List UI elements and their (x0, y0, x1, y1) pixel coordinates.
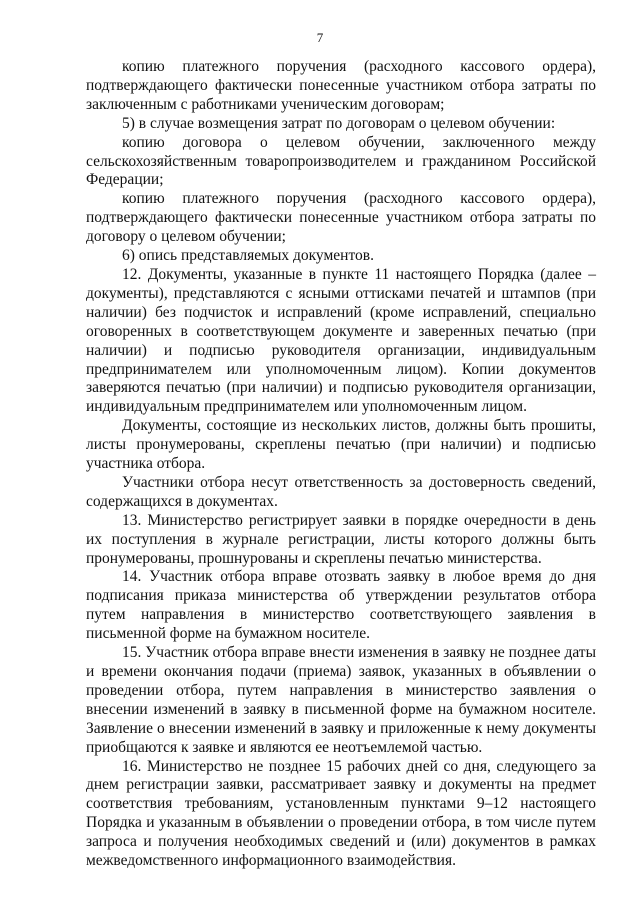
paragraph: 6) опись представляемых документов. (122, 247, 374, 265)
paragraph: Документы, состоящие из нескольких листов, должны быть прошиты, листы пронумерованы, скреплены печатью (при наличии) и подписью участника отбора. (86, 417, 596, 473)
paragraph: 12. Документы, указанные в пункте 11 настоящего Порядка (далее – документы), представляются с ясными оттисками печатей и штампов (при наличии) без подчисток и исправлений (кроме исправлений, специально оговоренных в соответствующем документе и заверенных печатью (при наличии) и подписью руководителя организации, индивидуальным предпринимателем или уполномоченным лицом). Копии документов заверяются печатью (при наличии) и подписью руководителя организации, индивидуальным предпринимателем или уполномоченным лицом. (86, 265, 596, 416)
page-number: 7 (316, 30, 324, 45)
paragraph: 13. Министерство регистрирует заявки в порядке очередности в день их поступления в журнале регистрации, листы которого должны быть пронумерованы, прошнурованы и скреплены печатью министерства. (86, 511, 596, 567)
paragraph: 16. Министерство не позднее 15 рабочих дней со дня, следующего за днем регистрации заявки, рассматривает заявку и документы на предмет соответствия требованиям, установленным пунктами 9–12 настоящего Порядка и указанным в объявлении о проведении отбора, в том числе путем запроса и получения необходимых сведений и (или) документов в рамках межведомственного информационного взаимодействия. (86, 757, 596, 870)
paragraph: Участники отбора несут ответственность за достоверность сведений, содержащихся в документах. (86, 473, 596, 510)
paragraph: 5) в случае возмещения затрат по договорам о целевом обучении: (122, 114, 556, 132)
paragraph: 14. Участник отбора вправе отозвать заявку в любое время до дня подписания приказа министерства об утверждении результатов отбора путем направления в министерство соответствующего заявления в письменной форме на бумажном носителе. (86, 568, 596, 643)
paragraph: 15. Участник отбора вправе внести изменения в заявку не позднее даты и времени окончания подачи (приема) заявок, указанных в объявлении о проведении отбора, путем направления в министерство заявления о внесении изменений в заявку в письменной форме на бумажном носителе. Заявление о внесении изменений в заявку и приложенные к нему документы приобщаются к заявке и являются ее неотъемлемой частью. (86, 644, 596, 756)
paragraph: копию платежного поручения (расходного кассового ордера), подтверждающего фактически понесенные участником отбора затраты по заключенным с работниками ученическим договорам; (86, 58, 596, 113)
paragraph: копию платежного поручения (расходного кассового ордера), подтверждающего фактически понесенные участником отбора затраты по договору о целевом обучении; (86, 190, 596, 246)
paragraph: копию договора о целевом обучении, заключенного между сельскохозяйственным товаропроизводителем и гражданином Российской Федерации; (86, 133, 596, 189)
document-body (86, 58, 596, 871)
